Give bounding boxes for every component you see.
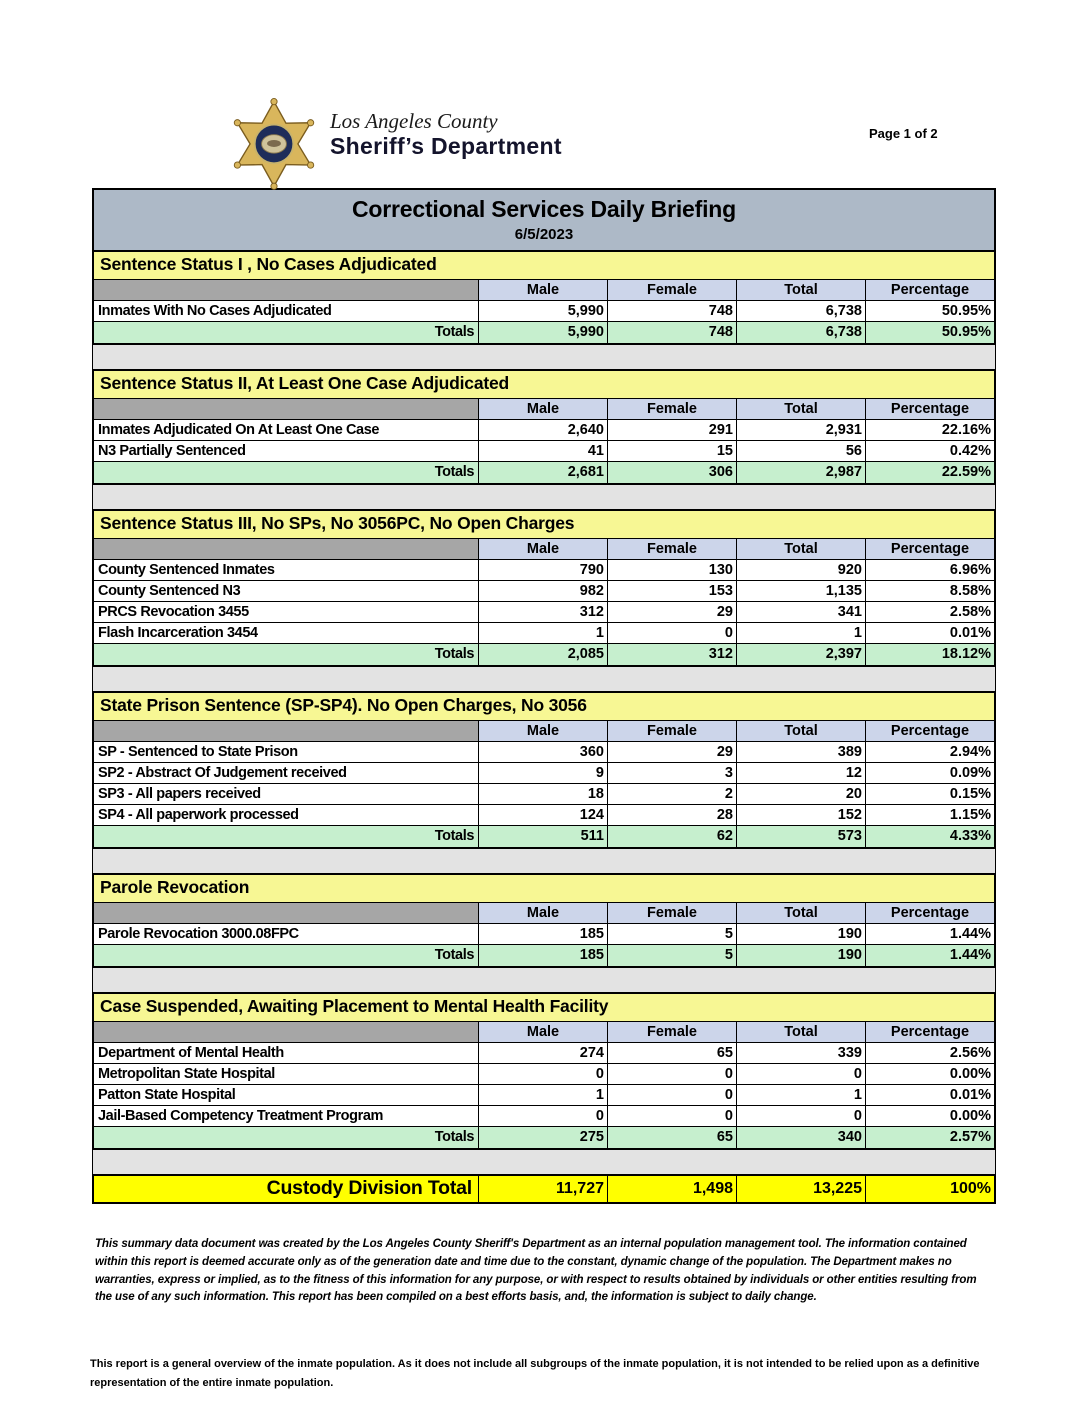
page-header: [0, 0, 1088, 188]
corner-cell: [94, 721, 479, 742]
male-value: 360: [479, 742, 608, 763]
male-value: 124: [479, 805, 608, 826]
column-header-total: Total: [737, 721, 866, 742]
column-header-male: Male: [479, 721, 608, 742]
column-header-total: Total: [737, 280, 866, 301]
male-value: 18: [479, 784, 608, 805]
row-label: Parole Revocation 3000.08FPC: [94, 924, 479, 945]
row-label: SP2 - Abstract Of Judgement received: [94, 763, 479, 784]
row-label: Inmates With No Cases Adjudicated: [94, 301, 479, 322]
female-value: 0: [608, 1106, 737, 1127]
totals-percentage-value: 22.59%: [866, 462, 994, 483]
male-value: 2,640: [479, 420, 608, 441]
female-value: 291: [608, 420, 737, 441]
row-label: Inmates Adjudicated On At Least One Case: [94, 420, 479, 441]
row-label: County Sentenced N3: [94, 581, 479, 602]
report-title-bar: [92, 188, 996, 250]
row-label: Department of Mental Health: [94, 1043, 479, 1064]
percentage-value: 2.56%: [866, 1043, 994, 1064]
row-label: N3 Partially Sentenced: [94, 441, 479, 462]
percentage-value: 22.16%: [866, 420, 994, 441]
column-header-male: Male: [479, 903, 608, 924]
column-header-female: Female: [608, 903, 737, 924]
totals-male-value: 511: [479, 826, 608, 847]
total-value: 12: [737, 763, 866, 784]
section-title: Sentence Status II, At Least One Case Adjudicated: [94, 371, 994, 399]
totals-label: Totals: [94, 1127, 479, 1148]
total-value: 2,931: [737, 420, 866, 441]
section-title: Parole Revocation: [94, 875, 994, 903]
male-value: 9: [479, 763, 608, 784]
percentage-value: 8.58%: [866, 581, 994, 602]
corner-cell: [94, 399, 479, 420]
total-value: 920: [737, 560, 866, 581]
report-title: Correctional Services Daily Briefing: [352, 196, 736, 222]
column-header-male: Male: [479, 399, 608, 420]
female-value: 29: [608, 602, 737, 623]
section-divider: [92, 1150, 996, 1174]
corner-cell: [94, 539, 479, 560]
female-value: 0: [608, 623, 737, 644]
totals-label: Totals: [94, 644, 479, 665]
totals-male-value: 5,990: [479, 322, 608, 343]
totals-total-value: 6,738: [737, 322, 866, 343]
female-value: 28: [608, 805, 737, 826]
column-header-total: Total: [737, 903, 866, 924]
total-value: 389: [737, 742, 866, 763]
corner-cell: [94, 903, 479, 924]
totals-percentage-value: 18.12%: [866, 644, 994, 665]
section-divider: [92, 849, 996, 873]
male-value: 0: [479, 1064, 608, 1085]
section-title: Sentence Status III, No SPs, No 3056PC, No Open Charges: [94, 511, 994, 539]
column-header-male: Male: [479, 1022, 608, 1043]
total-value: 339: [737, 1043, 866, 1064]
percentage-value: 0.09%: [866, 763, 994, 784]
percentage-value: 0.00%: [866, 1106, 994, 1127]
row-label: SP3 - All papers received: [94, 784, 479, 805]
totals-label: Totals: [94, 322, 479, 343]
totals-label: Totals: [94, 462, 479, 483]
total-value: 190: [737, 924, 866, 945]
grand-total-percentage-value: 100%: [866, 1176, 994, 1202]
male-value: 5,990: [479, 301, 608, 322]
column-header-male: Male: [479, 280, 608, 301]
column-header-percentage: Percentage: [866, 399, 994, 420]
totals-percentage-value: 50.95%: [866, 322, 994, 343]
male-value: 1: [479, 1085, 608, 1106]
percentage-value: 1.15%: [866, 805, 994, 826]
total-value: 1,135: [737, 581, 866, 602]
percentage-value: 2.58%: [866, 602, 994, 623]
female-value: 748: [608, 301, 737, 322]
section-title: Sentence Status I , No Cases Adjudicated: [94, 252, 994, 280]
grand-total-label: Custody Division Total: [94, 1176, 479, 1202]
disclaimer-paragraph-1: This summary data document was created by the Los Angeles County Sheriff's Department as an internal population management tool. The information contained within this report is deemed accurate only as of the generation date and time due to the constant, dynamic change of the population. The Department makes no warranties, express or implied, as to the fitness of this information for any purpose, or with respect to results obtained by individuals or other entities resulting from the use of any such information. This report has been compiled on a best efforts basis, and, the information is subject to daily change.: [95, 1238, 977, 1304]
male-value: 274: [479, 1043, 608, 1064]
female-value: 5: [608, 924, 737, 945]
custody-division-total-row: [92, 1174, 996, 1204]
totals-percentage-value: 2.57%: [866, 1127, 994, 1148]
totals-male-value: 275: [479, 1127, 608, 1148]
row-label: Metropolitan State Hospital: [94, 1064, 479, 1085]
section-sentence-status-3: [92, 509, 996, 667]
section-divider: [92, 485, 996, 509]
corner-cell: [94, 280, 479, 301]
totals-total-value: 573: [737, 826, 866, 847]
percentage-value: 0.15%: [866, 784, 994, 805]
total-value: 152: [737, 805, 866, 826]
section-divider: [92, 968, 996, 992]
female-value: 130: [608, 560, 737, 581]
totals-female-value: 5: [608, 945, 737, 966]
column-header-total: Total: [737, 399, 866, 420]
section-title: Case Suspended, Awaiting Placement to Mental Health Facility: [94, 994, 994, 1022]
totals-female-value: 306: [608, 462, 737, 483]
female-value: 3: [608, 763, 737, 784]
male-value: 312: [479, 602, 608, 623]
total-value: 1: [737, 623, 866, 644]
column-header-percentage: Percentage: [866, 903, 994, 924]
section-state-prison-sentence: [92, 691, 996, 849]
column-header-female: Female: [608, 399, 737, 420]
column-header-total: Total: [737, 1022, 866, 1043]
total-value: 6,738: [737, 301, 866, 322]
totals-percentage-value: 1.44%: [866, 945, 994, 966]
section-sentence-status-2: [92, 369, 996, 485]
section-sentence-status-1: [92, 250, 996, 345]
grand-total-total-value: 13,225: [737, 1176, 866, 1202]
totals-male-value: 185: [479, 945, 608, 966]
percentage-value: 2.94%: [866, 742, 994, 763]
grand-total-male-value: 11,727: [479, 1176, 608, 1202]
totals-female-value: 62: [608, 826, 737, 847]
column-header-percentage: Percentage: [866, 280, 994, 301]
totals-total-value: 2,397: [737, 644, 866, 665]
lasd-logo: [228, 96, 562, 190]
female-value: 65: [608, 1043, 737, 1064]
row-label: County Sentenced Inmates: [94, 560, 479, 581]
logo-text: [330, 110, 562, 160]
totals-total-value: 340: [737, 1127, 866, 1148]
column-header-female: Female: [608, 280, 737, 301]
totals-total-value: 190: [737, 945, 866, 966]
column-header-percentage: Percentage: [866, 1022, 994, 1043]
total-value: 56: [737, 441, 866, 462]
totals-female-value: 65: [608, 1127, 737, 1148]
male-value: 0: [479, 1106, 608, 1127]
male-value: 790: [479, 560, 608, 581]
column-header-female: Female: [608, 1022, 737, 1043]
female-value: 0: [608, 1064, 737, 1085]
row-label: Jail-Based Competency Treatment Program: [94, 1106, 479, 1127]
male-value: 1: [479, 623, 608, 644]
percentage-value: 0.01%: [866, 1085, 994, 1106]
percentage-value: 0.01%: [866, 623, 994, 644]
disclaimer-paragraph-2: This report is a general overview of the inmate population. As it does not include all subgroups of the inmate population, it is not intended to be relied upon as a definitive representation of the entire inmate population.: [90, 1358, 980, 1389]
male-value: 185: [479, 924, 608, 945]
female-value: 15: [608, 441, 737, 462]
corner-cell: [94, 1022, 479, 1043]
totals-female-value: 748: [608, 322, 737, 343]
column-header-percentage: Percentage: [866, 539, 994, 560]
section-parole-revocation: [92, 873, 996, 968]
totals-female-value: 312: [608, 644, 737, 665]
female-value: 2: [608, 784, 737, 805]
female-value: 0: [608, 1085, 737, 1106]
sheriff-star-badge-icon: [228, 96, 320, 190]
row-label: SP4 - All paperwork processed: [94, 805, 479, 826]
total-value: 20: [737, 784, 866, 805]
percentage-value: 0.42%: [866, 441, 994, 462]
total-value: 1: [737, 1085, 866, 1106]
total-value: 0: [737, 1106, 866, 1127]
logo-county-text: Los Angeles County: [330, 109, 498, 133]
total-value: 0: [737, 1064, 866, 1085]
section-divider: [92, 667, 996, 691]
female-value: 153: [608, 581, 737, 602]
grand-total-female-value: 1,498: [608, 1176, 737, 1202]
logo-department-text: Sheriff’s Department: [330, 133, 562, 160]
report-date: 6/5/2023: [514, 226, 574, 243]
percentage-value: 6.96%: [866, 560, 994, 581]
section-title: State Prison Sentence (SP-SP4). No Open Charges, No 3056: [94, 693, 994, 721]
row-label: Flash Incarceration 3454: [94, 623, 479, 644]
row-label: SP - Sentenced to State Prison: [94, 742, 479, 763]
percentage-value: 1.44%: [866, 924, 994, 945]
page-number-label: Page 1 of 2: [869, 126, 938, 141]
section-case-suspended-mental-health: [92, 992, 996, 1150]
totals-label: Totals: [94, 945, 479, 966]
male-value: 41: [479, 441, 608, 462]
percentage-value: 50.95%: [866, 301, 994, 322]
percentage-value: 0.00%: [866, 1064, 994, 1085]
row-label: PRCS Revocation 3455: [94, 602, 479, 623]
section-divider: [92, 345, 996, 369]
column-header-male: Male: [479, 539, 608, 560]
column-header-female: Female: [608, 721, 737, 742]
totals-percentage-value: 4.33%: [866, 826, 994, 847]
row-label: Patton State Hospital: [94, 1085, 479, 1106]
female-value: 29: [608, 742, 737, 763]
totals-male-value: 2,085: [479, 644, 608, 665]
total-value: 341: [737, 602, 866, 623]
male-value: 982: [479, 581, 608, 602]
column-header-female: Female: [608, 539, 737, 560]
totals-male-value: 2,681: [479, 462, 608, 483]
totals-total-value: 2,987: [737, 462, 866, 483]
totals-label: Totals: [94, 826, 479, 847]
daily-briefing-report: [92, 188, 996, 1204]
column-header-total: Total: [737, 539, 866, 560]
column-header-percentage: Percentage: [866, 721, 994, 742]
